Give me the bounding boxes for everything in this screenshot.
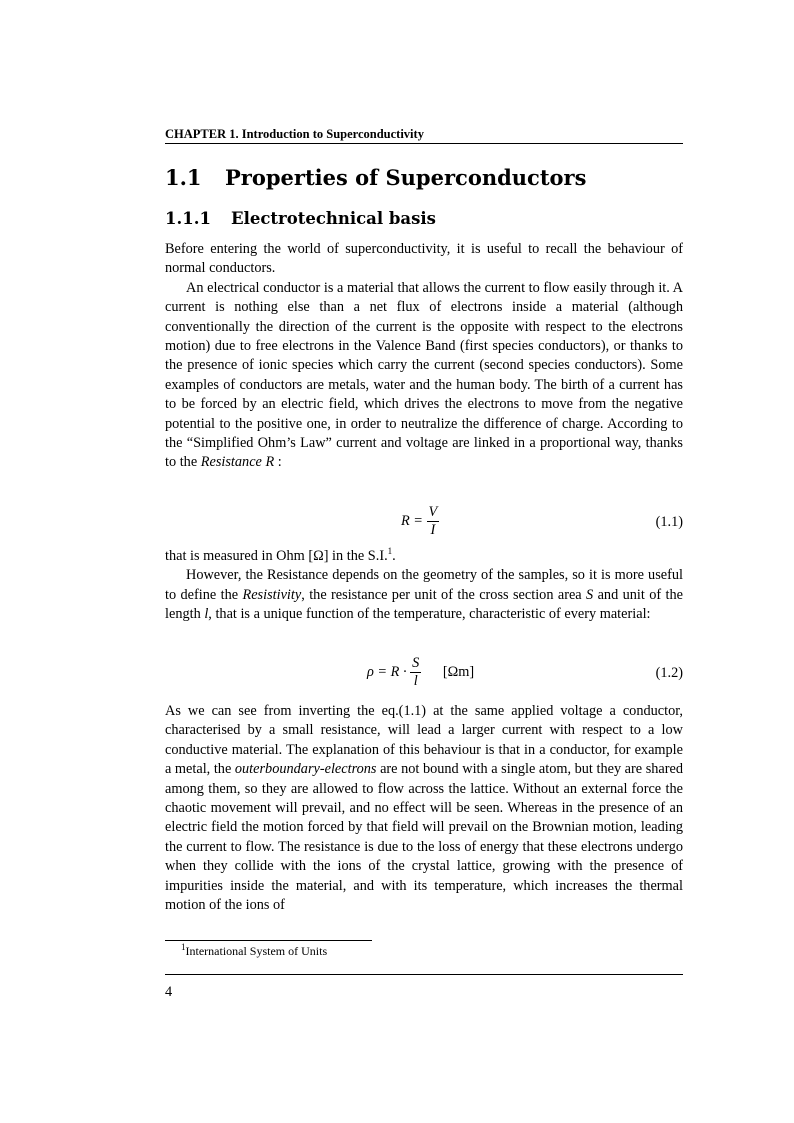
paragraph-resistivity-mid2: and unit of the length [165, 586, 684, 623]
equation-1-1-denominator: I [427, 521, 440, 539]
paragraph-resistivity-start: However, the Resistance depends on the geometry of the samples, so it is more useful to define the [165, 567, 683, 603]
equation-1-2 [165, 655, 683, 695]
body-block-3 [165, 702, 683, 915]
symbol-S: S [586, 586, 594, 603]
equation-1-2-lhs: ρ = R · [367, 663, 407, 680]
equation-1-1-fraction [427, 504, 440, 539]
section-number: 1.1 [165, 165, 202, 190]
section-title: Properties of Superconductors [225, 165, 587, 190]
running-head: CHAPTER 1. Introduction to Superconductivity [165, 127, 424, 141]
paragraph-resistivity-mid: , the resistance per unit of the cross section area [301, 586, 587, 603]
header-rule [165, 143, 683, 144]
outerboundary-term: outerboundary-electrons [234, 761, 377, 778]
symbol-l: l [204, 606, 209, 623]
footnote-mark[interactable]: 1 [387, 546, 393, 557]
paragraph-resistivity [165, 566, 683, 624]
resistance-term: Resistance R [200, 454, 275, 471]
page-number: 4 [165, 984, 173, 1000]
paragraph-ohm-text: that is measured in Ohm [Ω] in the S.I. [165, 548, 388, 564]
body-block-2 [165, 547, 683, 625]
footnote-number: 1 [181, 942, 186, 952]
footnote-text: International System of Units [185, 944, 328, 958]
paragraph-conductor-text: An electrical conductor is a material that allows the current to flow easily through it. A current is nothing else than a net flux of electrons inside a material (although conventionally the direction of the current is the opposite with respect to the electrons motion) due to free electrons in the Valence Band (first species conductors), or thanks to the presence of ionic species which carry the current (second species conductors). Some examples of conductors are metals, water and the human body. The birth of a current has to be forced by an electric field, which drives the electrons to move from the negative potential to the positive one, in order to neutralize the difference of charge. According to the “Simplified Ohm’s Law” current and voltage are linked in a proportional way, thanks to the [165, 279, 683, 471]
equation-1-1-lhs: R = [401, 512, 423, 529]
equation-1-2-label: (1.2) [655, 665, 683, 681]
paragraph-conductor-end: : [274, 454, 282, 471]
equation-1-2-fraction [410, 655, 421, 690]
paragraph-ohm [165, 547, 683, 566]
paragraph-explanation-end: are not bound with a single atom, but they are shared among them, so they are allowed to flow across the lattice. Without an external force the chaotic movement will prevail, and no effect will be seen. Whereas in the presence of an electric field the motion forced by that field will prevail on the Brownian motion, leading the current to flow. The resistance is due to the loss of energy that these electrons undergo when they collide with the ions of the crystal lattice, growing with the presence of impurities inside the material, and with its temperature, which increases the thermal motion of the ions of [165, 761, 684, 914]
paragraph-ohm-end: . [392, 548, 396, 564]
section-heading [165, 163, 683, 193]
body-block-1 [165, 240, 683, 473]
paragraph-resistivity-end: , that is a unique function of the temperature, characteristic of every material: [208, 606, 651, 623]
paragraph-explanation [165, 702, 683, 915]
equation-1-1 [165, 504, 683, 544]
subsection-number: 1.1.1 [165, 209, 211, 228]
equation-1-2-denominator: l [410, 672, 421, 690]
resistivity-term: Resistivity [242, 586, 302, 603]
paragraph-explanation-start: As we can see from inverting the eq.(1.1) at the same applied voltage a conductor, characterised by a small resistance, will lead a larger current with respect to a low conductive material. The explanation of this behaviour is that in a conductor, for example a metal, the [165, 703, 683, 778]
subsection-heading [165, 207, 683, 231]
subsection-title: Electrotechnical basis [231, 209, 436, 228]
equation-1-2-unit: [Ωm] [442, 663, 475, 680]
footnote-rule [165, 940, 372, 941]
paragraph-intro: Before entering the world of superconductivity, it is useful to recall the behaviour of normal conductors. [165, 241, 683, 277]
equation-1-1-numerator: V [428, 504, 438, 520]
equation-1-1-label: (1.1) [655, 514, 683, 530]
footnote [181, 943, 327, 959]
paper-page [165, 0, 683, 1123]
paragraph-conductor [165, 279, 683, 473]
equation-1-2-numerator: S [412, 655, 420, 671]
footer-rule [165, 974, 683, 975]
